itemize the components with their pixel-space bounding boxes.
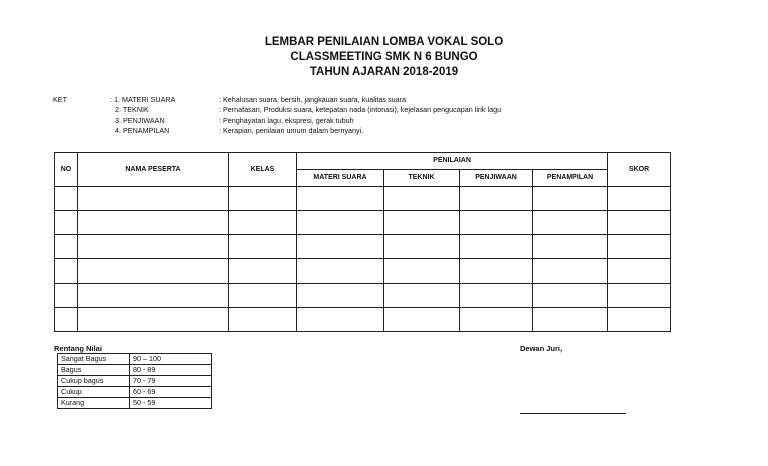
table-row <box>55 186 671 210</box>
table-cell[interactable] <box>533 235 608 259</box>
ket-criterion-name: 3. PENJIWAAN <box>115 115 165 125</box>
table-row <box>58 354 212 365</box>
ket-label: KET <box>53 95 67 104</box>
table-cell[interactable] <box>384 235 460 259</box>
table-cell[interactable] <box>55 186 78 210</box>
table-cell[interactable] <box>608 307 671 331</box>
grade-range: 50 - 59 <box>130 398 212 409</box>
column-header-nama-peserta: NAMA PESERTA <box>78 153 229 187</box>
ket-criterion-description: : Kehalusan suara, bersih, jangkauan suara, kualitas suara <box>219 95 406 104</box>
table-cell[interactable] <box>297 259 384 283</box>
table-cell[interactable] <box>229 186 297 210</box>
table-cell[interactable] <box>460 307 533 331</box>
column-header-penilaian: PENILAIAN <box>297 153 608 170</box>
table-cell[interactable] <box>533 307 608 331</box>
table-cell[interactable] <box>229 283 297 307</box>
table-row <box>55 283 671 307</box>
table-cell[interactable] <box>533 283 608 307</box>
table-cell[interactable] <box>533 186 608 210</box>
grade-range: 90 – 100 <box>130 354 212 365</box>
table-cell[interactable] <box>55 307 78 331</box>
table-cell[interactable] <box>608 186 671 210</box>
column-header-teknik: TEKNIK <box>384 169 460 186</box>
table-row <box>55 259 671 283</box>
column-header-materi-suara: MATERI SUARA <box>297 169 384 186</box>
table-cell[interactable] <box>297 210 384 234</box>
table-cell[interactable] <box>229 210 297 234</box>
table-cell[interactable] <box>55 259 78 283</box>
document-subtitle: CLASSMEETING SMK N 6 BUNGO <box>290 51 478 63</box>
table-cell[interactable] <box>297 283 384 307</box>
ket-criterion-description: : Pernafasan, Produksi suara, ketepatan nada (intonasi), kejelasan pengucapan lirik lagu <box>219 105 502 115</box>
table-cell[interactable] <box>384 186 460 210</box>
score-table <box>54 152 671 332</box>
table-row <box>58 398 212 409</box>
rentang-nilai-title: Rentang Nilai <box>54 344 102 353</box>
table-cell[interactable] <box>384 259 460 283</box>
table-cell[interactable] <box>78 283 229 307</box>
table-row <box>55 307 671 331</box>
table-cell[interactable] <box>78 259 229 283</box>
table-cell[interactable] <box>297 235 384 259</box>
ket-criterion-name: : 1. MATERI SUARA <box>110 95 176 104</box>
table-cell[interactable] <box>384 210 460 234</box>
table-cell[interactable] <box>78 235 229 259</box>
grade-label: Cukup <box>58 387 130 398</box>
table-row <box>58 365 212 376</box>
column-header-penampilan: PENAMPILAN <box>533 169 608 186</box>
table-cell[interactable] <box>55 283 78 307</box>
table-cell[interactable] <box>229 235 297 259</box>
table-cell[interactable] <box>460 235 533 259</box>
table-cell[interactable] <box>78 307 229 331</box>
table-cell[interactable] <box>533 210 608 234</box>
table-cell[interactable] <box>78 186 229 210</box>
table-row <box>58 387 212 398</box>
grade-range: 80 - 89 <box>130 365 212 376</box>
column-header-skor: SKOR <box>608 153 671 187</box>
ket-criterion-description: : Kerapian, penilaian umum dalam bernyanyi. <box>219 125 364 135</box>
ket-criterion-name: 2. TEKNIK <box>115 105 149 115</box>
grade-label: Sangat Bagus <box>58 354 130 365</box>
document-title: LEMBAR PENILAIAN LOMBA VOKAL SOLO <box>264 36 504 48</box>
table-cell[interactable] <box>229 307 297 331</box>
grade-label: Cukup bagus <box>58 376 130 387</box>
table-cell[interactable] <box>460 259 533 283</box>
column-header-kelas: KELAS <box>229 153 297 187</box>
table-cell[interactable] <box>460 283 533 307</box>
table-row <box>55 210 671 234</box>
ket-description-list <box>219 95 501 136</box>
table-cell[interactable] <box>78 210 229 234</box>
ket-criteria-list <box>110 95 175 136</box>
table-row <box>55 235 671 259</box>
ket-criterion-name: 4. PENAMPILAN <box>115 125 170 135</box>
academic-year: TAHUN AJARAN 2018-2019 <box>309 66 459 78</box>
table-cell[interactable] <box>608 235 671 259</box>
dewan-juri-label: Dewan Juri, <box>520 344 563 353</box>
table-cell[interactable] <box>608 283 671 307</box>
column-header-penjiwaan: PENJIWAAN <box>460 169 533 186</box>
table-cell[interactable] <box>55 210 78 234</box>
grade-label: Kurang <box>58 398 130 409</box>
table-cell[interactable] <box>229 259 297 283</box>
grade-range: 70 - 79 <box>130 376 212 387</box>
table-cell[interactable] <box>460 210 533 234</box>
column-header-no: NO <box>55 153 78 187</box>
table-cell[interactable] <box>384 283 460 307</box>
table-row <box>58 376 212 387</box>
table-cell[interactable] <box>608 210 671 234</box>
table-cell[interactable] <box>297 307 384 331</box>
ket-criterion-description: : Penghayatan lagu, ekspresi, gerak tubuh <box>219 115 354 125</box>
table-cell[interactable] <box>384 307 460 331</box>
signature-line <box>520 413 626 414</box>
table-cell[interactable] <box>297 186 384 210</box>
table-cell[interactable] <box>460 186 533 210</box>
rentang-nilai-table <box>57 353 212 409</box>
grade-label: Bagus <box>58 365 130 376</box>
table-cell[interactable] <box>608 259 671 283</box>
grade-range: 60 - 69 <box>130 387 212 398</box>
table-cell[interactable] <box>55 235 78 259</box>
table-cell[interactable] <box>533 259 608 283</box>
